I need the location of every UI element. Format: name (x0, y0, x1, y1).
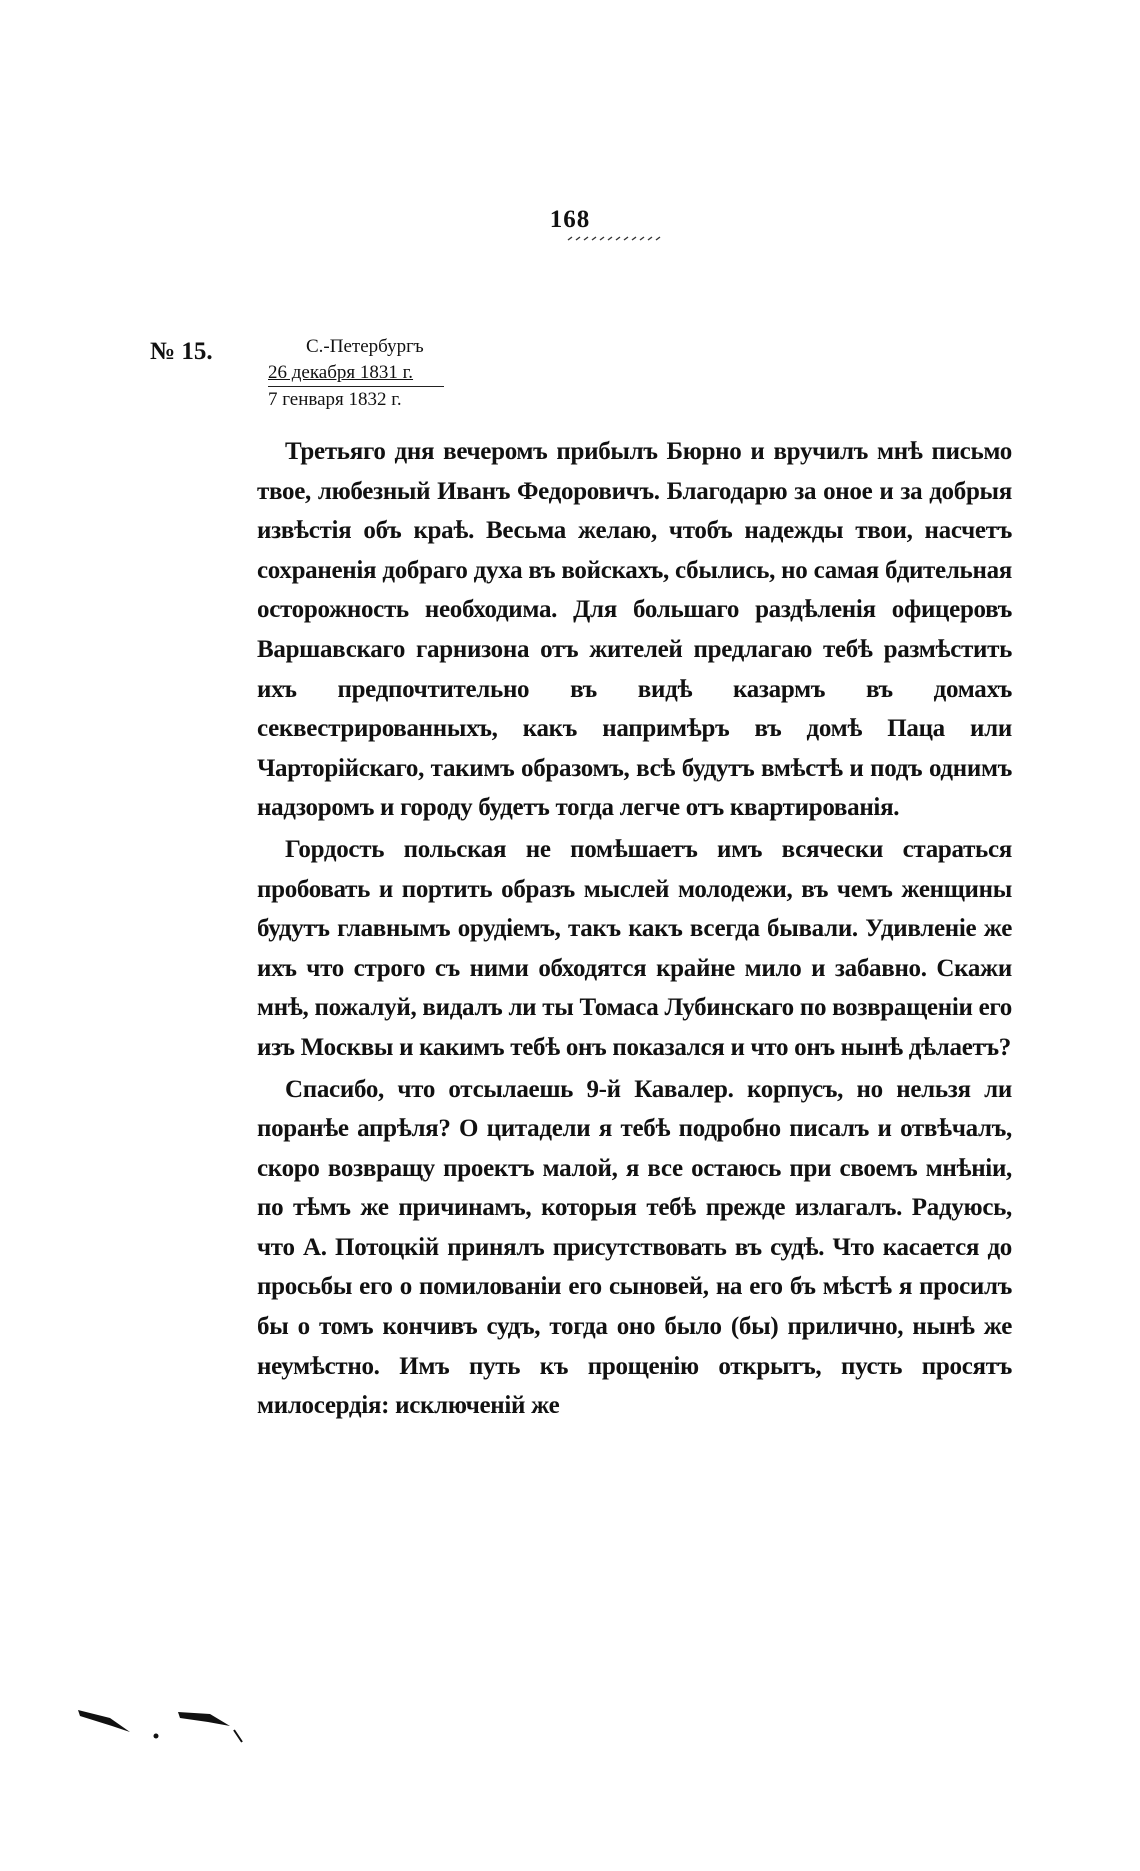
letter-date-new-style: 7 генваря 1832 г. (268, 386, 468, 413)
letter-dateline (268, 334, 468, 413)
page-number: 168 (549, 206, 591, 233)
paragraph: Третьяго дня вечеромъ прибылъ Бюрно и вручилъ мнѣ письмо твое, любезный Иванъ Федоровичъ. Благодарю за оное и за добрыя извѣстія объ краѣ. Весьма желаю, чтобъ надежды твои, насчетъ сохраненія добраго духа въ войскахъ, сбылись, но самая бдительная осторожность необходима. Для большаго раздѣленія офицеровъ Варшавскаго гарнизона отъ жителей предлагаю тебѣ размѣстить ихъ предпочтительно въ видѣ казармъ въ домахъ секвестрированныхъ, какъ напримѣръ въ домѣ Паца или Чарторійскаго, такимъ образомъ, всѣ будутъ вмѣстѣ и подъ однимъ надзоромъ и городу будетъ тогда легче отъ квартированія. (257, 438, 1012, 822)
letter-date-old-style: 26 декабря 1831 г. (268, 362, 414, 383)
paragraph: Гордость польская не помѣшаетъ имъ всячески стараться пробовать и портить образъ мыслей молодежи, въ чемъ женщины будутъ главнымъ орудіемъ, такъ какъ всегда бывали. Удивленіе же ихъ что строго съ ними обходятся крайне мило и забавно. Скажи мнѣ, пожалуй, видалъ ли ты Томаса Лубинскаго по возвращеніи его изъ Москвы и какимъ тебѣ онъ показался и что онъ нынѣ дѣлаетъ? (257, 835, 1012, 1061)
letter-body (257, 432, 1012, 1428)
letter-place: С.-Петербургъ (306, 336, 424, 357)
page-number-ornament (566, 234, 686, 244)
letter-number: № 15. (150, 338, 213, 365)
scan-artifact-mark (70, 1700, 250, 1760)
paragraph: Спасибо, что отсылаешь 9-й Кавалер. корпусъ, но нельзя ли поранѣе апрѣля? О цитадели я тебѣ подробно писалъ и отвѣчалъ, скоро возвращу проектъ малой, я все остаюсь при своемъ мнѣніи, по тѣмъ же причинамъ, которыя тебѣ прежде излагалъ. Радуюсь, что А. Потоцкій принялъ присутствовать въ судѣ. Что касается до просьбы его о помилованіи его сыновей, на его бъ мѣстѣ я просилъ бы о томъ кончивъ судъ, тогда оно было (бы) прилично, нынѣ же неумѣстно. Имъ путь къ прощенію открытъ, пусть просятъ милосердія: исключеній же (257, 1075, 1012, 1420)
